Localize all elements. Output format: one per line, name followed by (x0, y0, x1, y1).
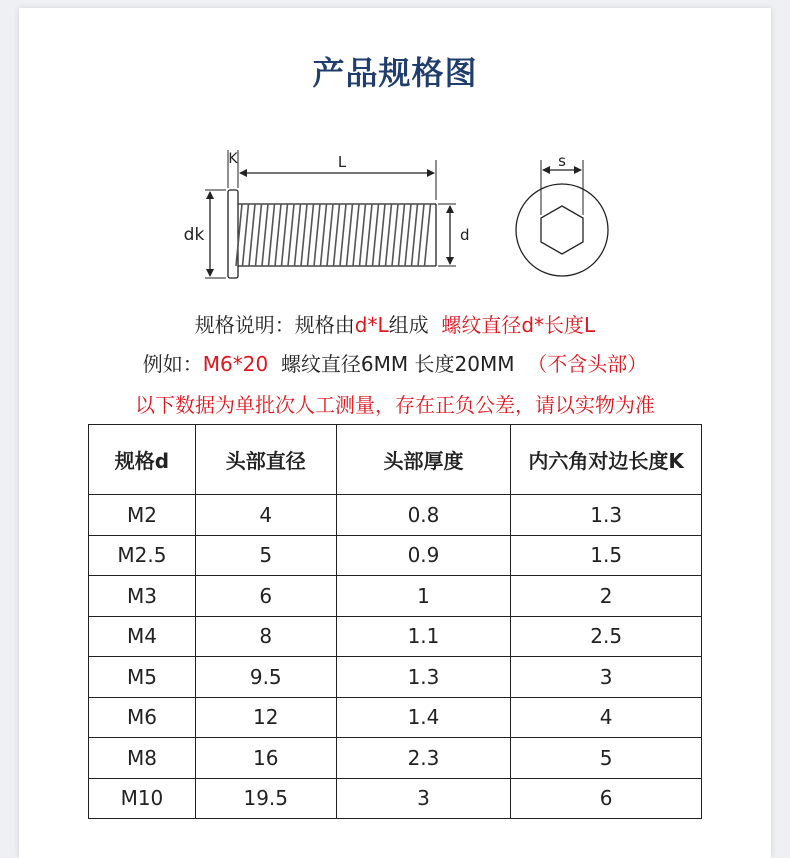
label-l: L (337, 153, 347, 171)
table-cell: M2 (89, 495, 196, 536)
spec-thread: 螺纹直径d*长度L (441, 313, 596, 337)
table-cell: 1.1 (336, 616, 511, 657)
table-cell: 5 (511, 738, 702, 779)
thread-line (308, 204, 314, 266)
table-cell: 4 (511, 697, 702, 738)
table-row (89, 657, 702, 698)
spec-dl: d*L (354, 313, 389, 337)
thread-line (301, 204, 307, 266)
thread-line (360, 204, 366, 266)
thread-line (340, 204, 346, 266)
table-cell: 0.8 (336, 495, 511, 536)
table-row (89, 576, 702, 617)
table-cell: 2 (511, 576, 702, 617)
label-dk: dk (183, 225, 205, 245)
thread-line (321, 204, 327, 266)
thread-line (275, 204, 281, 266)
example-desc: 螺纹直径6MM 长度20MM (280, 352, 515, 376)
table-cell: M6 (89, 697, 196, 738)
table-cell: M5 (89, 657, 196, 698)
table-cell: 1 (336, 576, 511, 617)
table-cell: 5 (195, 535, 336, 576)
thread-line (418, 204, 424, 266)
spec-table (88, 424, 702, 819)
spec-prefix: 规格说明：规格由 (194, 313, 355, 337)
table-cell: 16 (195, 738, 336, 779)
page-title: 产品规格图 (312, 54, 478, 92)
table-cell: 3 (336, 778, 511, 819)
example-value: M6*20 (202, 352, 269, 376)
table-cell: M3 (89, 576, 196, 617)
table-header-row (89, 425, 702, 495)
table-row (89, 778, 702, 819)
example-line (0, 348, 790, 377)
table-cell: 1.5 (511, 535, 702, 576)
thread-line (425, 204, 431, 266)
thread-line (373, 204, 379, 266)
thread-line (392, 204, 398, 266)
table-row (89, 616, 702, 657)
screw-end-view (516, 160, 608, 276)
table-cell: 8 (195, 616, 336, 657)
thread-line (288, 204, 294, 266)
table-cell: M2.5 (89, 535, 196, 576)
table-cell: 1.3 (511, 495, 702, 536)
thread-line (314, 204, 320, 266)
thread-line (249, 204, 255, 266)
table-cell: 2.5 (511, 616, 702, 657)
table-cell: 12 (195, 697, 336, 738)
thread-line (256, 204, 262, 266)
screw-diagram (0, 140, 790, 290)
table-cell: 0.9 (336, 535, 511, 576)
table-cell: 1.3 (336, 657, 511, 698)
thread-pattern (236, 204, 431, 266)
table-cell: 2.3 (336, 738, 511, 779)
table-row (89, 495, 702, 536)
notice-line: 以下数据为单批次人工测量，存在正负公差，请以实物为准 (135, 393, 655, 417)
table-cell: M8 (89, 738, 196, 779)
label-k: K (228, 151, 238, 167)
table-row (89, 535, 702, 576)
table-cell: 9.5 (195, 657, 336, 698)
example-prefix: 例如： (142, 352, 203, 376)
spec-compose: 组成 (388, 313, 429, 337)
table-cell: 6 (511, 778, 702, 819)
table-cell: M10 (89, 778, 196, 819)
thread-line (386, 204, 392, 266)
label-d: d (460, 226, 470, 244)
table-body (89, 495, 702, 819)
table-cell: 1.4 (336, 697, 511, 738)
thread-line (405, 204, 411, 266)
thread-line (282, 204, 288, 266)
thread-line (269, 204, 275, 266)
header-head-diameter: 头部直径 (195, 425, 336, 495)
thread-line (295, 204, 301, 266)
table-row (89, 697, 702, 738)
table-row (89, 738, 702, 779)
thread-line (334, 204, 340, 266)
header-size: 规格d (89, 425, 196, 495)
thread-line (262, 204, 268, 266)
thread-line (243, 204, 249, 266)
thread-line (353, 204, 359, 266)
table-cell: M4 (89, 616, 196, 657)
thread-line (379, 204, 385, 266)
header-head-thickness: 头部厚度 (336, 425, 511, 495)
example-note: （不含头部） (527, 352, 648, 376)
table-cell: 6 (195, 576, 336, 617)
table-cell: 3 (511, 657, 702, 698)
table-cell: 19.5 (195, 778, 336, 819)
header-hex-size: 内六角对边长度K (511, 425, 702, 495)
thread-line (399, 204, 405, 266)
thread-line (347, 204, 353, 266)
table-cell: 4 (195, 495, 336, 536)
spec-line (0, 309, 790, 338)
thread-line (327, 204, 333, 266)
label-s: s (558, 152, 566, 170)
thread-line (412, 204, 418, 266)
thread-line (366, 204, 372, 266)
